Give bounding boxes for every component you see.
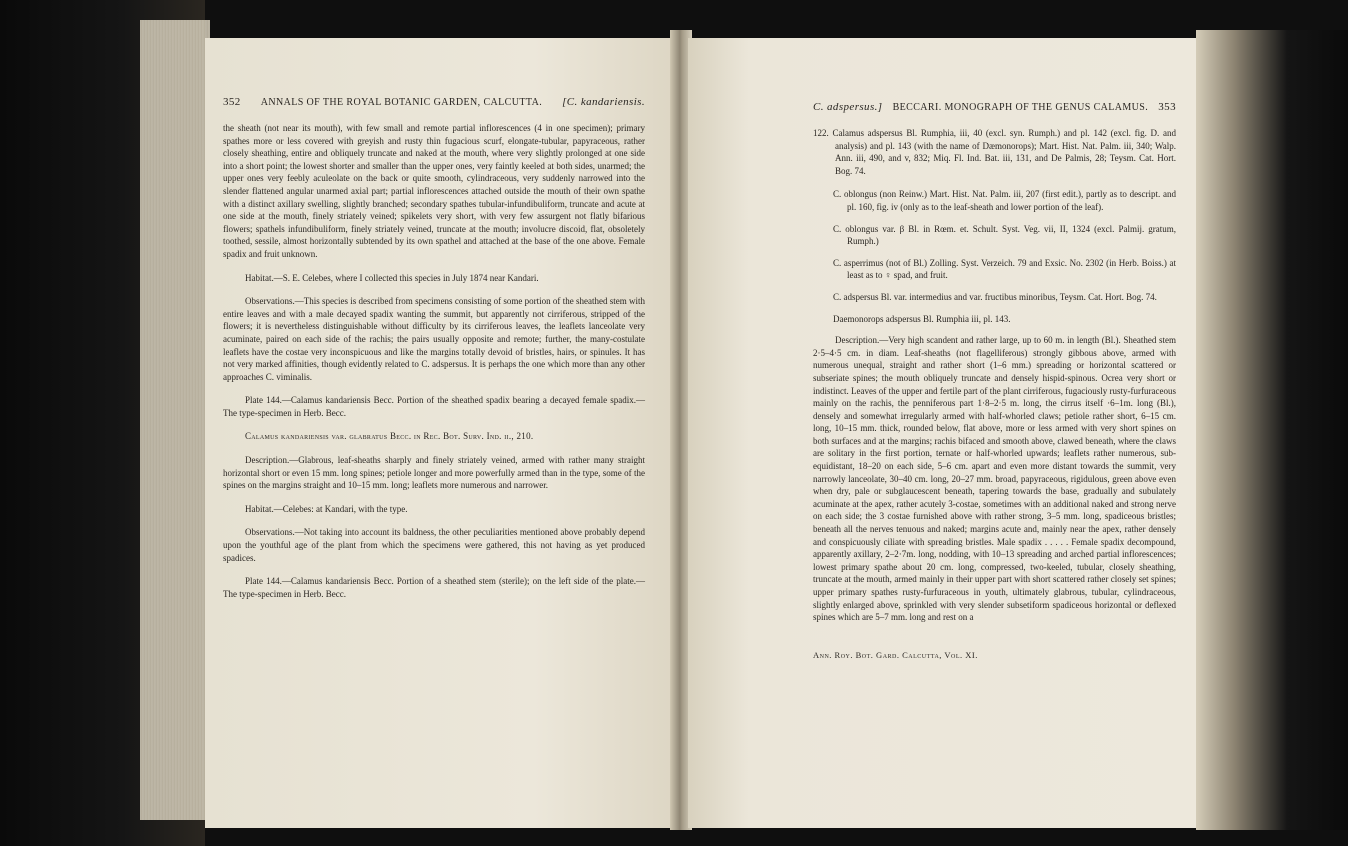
synonym: C. oblongus var. β Bl. in Rœm. et. Schult. Syst. Veg. vii, II, 1324 (excl. Palmij. gratum, Rumph.) — [833, 223, 1176, 247]
synonym: C. asperrimus (not of Bl.) Zolling. Syst. Verzeich. 79 and Exsic. No. 2302 (in Herb. Boiss.) at least as to ♀ spad, and fruit. — [833, 257, 1176, 281]
paragraph-habitat-variety: Habitat.—Celebes: at Kandari, with the type. — [245, 503, 408, 514]
right-page-number: 353 — [1158, 101, 1176, 113]
synonym: C. adspersus Bl. var. intermedius and var. fructibus minoribus, Teysm. Cat. Hort. Bog. 74. — [833, 291, 1157, 302]
right-running-head — [813, 101, 1176, 113]
left-section-label: [C. kandariensis. — [562, 96, 645, 108]
right-page — [688, 38, 1196, 828]
synonym: C. oblongus (non Reinw.) Mart. Hist. Nat. Palm. iii, 207 (first edit.), partly as to descript. and pl. 160, fig. iv (only as to the leaf-sheath and lower portion of the leaf). — [833, 189, 1176, 212]
paragraph-habitat: Habitat.—S. E. Celebes, where I collected this species in July 1874 near Kandari. — [245, 272, 539, 283]
paragraph: the sheath (not near its mouth), with few small and remote partial inflorescences (4 in one specimen); primary spathes more or less covered with greyish and rusty thin fugacious scurf, elongate-tubular, papyraceous, rather closely sheathing, entire and obliquely truncate and naked at the mouth, where very slightly prolonged at one side into a short point; the lowest shorter and smaller than the upper ones, very faintly keeled at both sides, unarmed; the upper ones very feebly aculeolate on the back or quite smooth, cylindraceous, very suddenly narrowed into the slender flattened angular unarmed axial part; partial inflorescences attached outside the mouth of their own spathe with a distinct axillary swelling, slightly branched; secondary spathes tubular-infundibuliform, truncate and acute at one side at the mouth, finely striately veined; spikelets very short, with very few assurgent not flatly bifarious flowers; spathels infundibuliform, finely striately veined, truncate at the mouth; involucre discoid, flat, obsoletely toothed, sessile, almost horizontally subtended by its own spathel and attached at the base of the one above. Female spadix and fruit unknown. — [223, 123, 645, 259]
paragraph-variety-heading: Calamus kandariensis var. glabratus Becc. in Rec. Bot. Surv. Ind. ii., 210. — [245, 431, 534, 442]
synonym: Daemonorops adspersus Bl. Rumphia iii, pl. 143. — [833, 313, 1011, 324]
left-running-head — [223, 96, 645, 108]
left-page-number: 352 — [223, 96, 241, 108]
paragraph-description: Description.—Very high scandent and rather large, up to 60 m. in length (Bl.). Sheathed stem 2·5–4·5 cm. in diam. Leaf-sheaths (not flagelliferous) strongly gibbous above, armed with numerous unequal, straight and rather short (1–6 mm.) spreading or horizontal scattered or subseriate spines; the mouth obliquely truncate and densely hispid-spinous. Ocrea very short or indistinct. Leaves of the upper and fertile part of the plant cirriferous, fugaciously rusty-furfuraceous mainly on the rachis, the penniferous part 1·8–2·5 m. long, the cirrus itself ·6–1m. long (Bl.), densely and somewhat irregularly armed with half-whorled claws; petiole rather short, 6–15 cm. long, 10–15 mm. thick, rounded below, flat above, more or less armed with very short spines on both surfaces and at the margins; rachis bifaced and smooth above, clawed beneath, where the claws are solitary in the first portion, ternate or half-whorled upwards; leaflets rather numerous, sub-equidistant, 18–20 on each side, 5–6 cm. apart and even more distant towards the summit, very narrowly lanceolate, 30–40 cm. long, 20–27 mm. broad, papyraceous, rigidulous, green above even when dry, pale or subglaucescent beneath, tapering towards the base, gradually and subulately acuminate at the apex, rather acutely 3-costae, sometimes with an additional naked and strong nerve on each side; the 3 costae furnished above with rather strong, 3–5 mm. long, spadiceous bristles; beneath all the nerves tenuous and naked; margins acute and, mainly near the apex, rather densely and conspicuously ciliate with spreading bristles. Male spadix . . . . . Female spadix decompound, apparently axillary, 2–2·7m. long, nodding, with 10–13 spreading and arched partial inflorescences; lowest primary spathe about 20 cm. long, compressed, two-keeled, tubular, closely sheathing, truncate at the mouth, armed mainly in their upper part with short scattered rather closely set spines; upper primary spathes rusty-furfuraceous in youth, ultimately glabrous, tubular, cylindraceous, slightly enlarged above, sprinkled with very slender subsetiform spadiceous horizontal or deflexed spines which are 5–7 mm. long and rest on a — [813, 335, 1176, 623]
paragraph-description: Description.—Glabrous, leaf-sheaths sharply and finely striately veined, armed with rather many straight horizontal short or even 15 mm. long spines; petiole longer and more powerfully armed than in the type, some of the spines on the margins straight and 10–15 mm. long; leaflets more numerous and narrower. — [223, 455, 645, 491]
left-page — [205, 38, 675, 828]
page-footer: Ann. Roy. Bot. Gard. Calcutta, Vol. XI. — [813, 649, 978, 660]
paragraph-plate: Plate 144.—Calamus kandariensis Becc. Portion of the sheathed spadix bearing a decayed female spadix.—The type-specimen in Herb. Becc. — [223, 395, 645, 418]
left-page-body — [223, 122, 645, 600]
left-running-title: ANNALS OF THE ROYAL BOTANIC GARDEN, CALCUTTA. — [260, 97, 543, 108]
right-running-title: BECCARI. MONOGRAPH OF THE GENUS CALAMUS. — [892, 102, 1149, 113]
book-edge-right — [1196, 30, 1348, 830]
paragraph-observations-variety: Observations.—Not taking into account its baldness, the other peculiarities mentioned above probably depend upon the youthful age of the plant from which the specimens were gathered, this not having as yet produced spadices. — [223, 527, 645, 563]
right-section-label: C. adspersus.] — [813, 101, 883, 113]
page-stack-left — [140, 20, 210, 820]
right-page-body — [813, 127, 1176, 624]
paragraph-observations: Observations.—This species is described from specimens consisting of some portion of the sheathed stem with entire leaves and with a male decayed spadix wanting the summit, but apparently not cirriferous, stripped of the flowers; it is nevertheless distinguishable without difficulty by its cirriferous leaves, the leaflets lanceolate very acuminate, paired on each side of the rachis; the pairs usually opposite and remote; further, the many-costulate leaflets have the costae very inconspicuous and like the margins totally devoid of bristles, hairs, or spinules. It has not very marked affinities, though evidently related to C. adspersus. It is perhaps the one which more than any other approaches C. viminalis. — [223, 296, 645, 382]
species-heading: 122. Calamus adspersus Bl. Rumphia, iii, 40 (excl. syn. Rumph.) and pl. 142 (excl. fig. D. and analysis) and pl. 143 (with the name of Dæmonorops); Mart. Hist. Nat. Palm. iii, 340; Walp. Ann. iii, 490, and v, 832; Miq. Fl. Ind. Bat. iii, 131, and De Palmis, 28; Teysm. Cat. Hort. Bog. 74. — [813, 128, 1176, 176]
paragraph-plate-variety: Plate 144.—Calamus kandariensis Becc. Portion of a sheathed stem (sterile); on the left side of the plate.—The type-specimen in Herb. Becc. — [223, 576, 645, 599]
